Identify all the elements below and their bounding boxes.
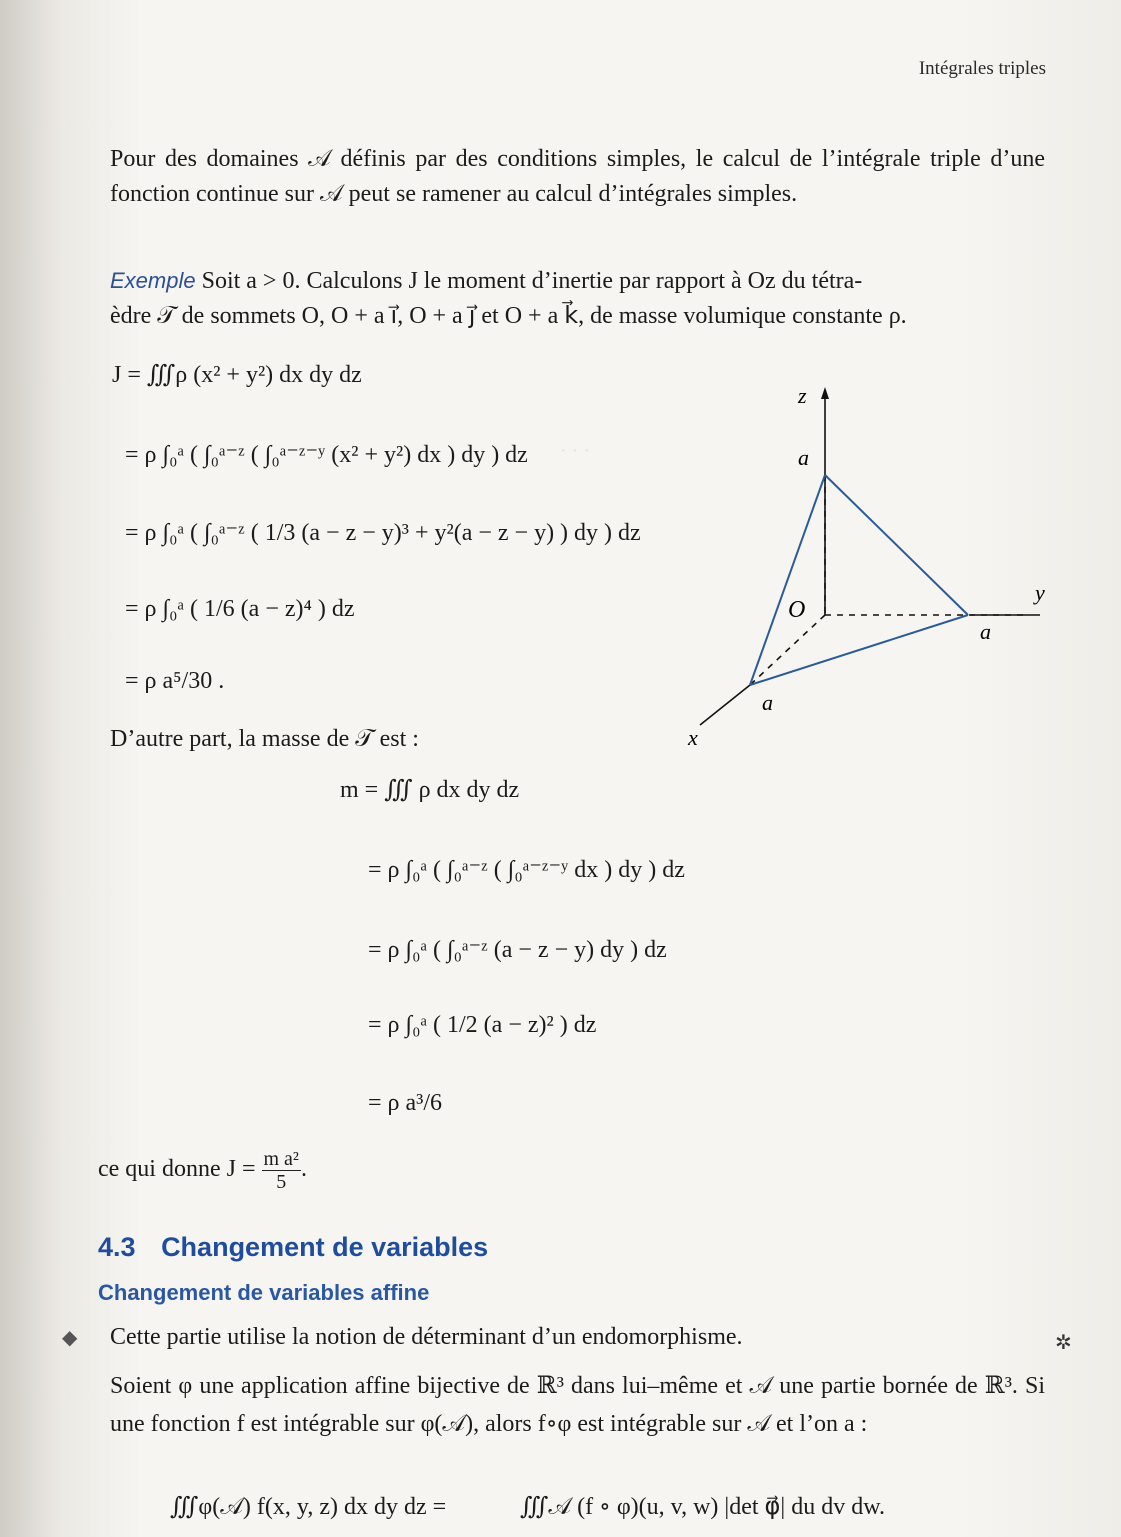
hidden-edge-x [750,615,825,685]
mass-step-3: = ρ ∫₀ᵃ ( ∫₀ᵃ⁻ᶻ (a − z − y) dy ) dz [368,937,667,963]
inertia-step-3: = ρ ∫₀ᵃ ( ∫₀ᵃ⁻ᶻ ( 1/3 (a − z − y)³ + y²(a − z − y) ) dy ) dz [125,520,641,546]
example-text-line1: Soit a > 0. Calculons J le moment d’inertie par rapport à Oz du tétra- [201,268,863,294]
mass-step-2: = ρ ∫₀ᵃ ( ∫₀ᵃ⁻ᶻ ( ∫₀ᵃ⁻ᶻ⁻ʸ dx ) dy ) dz [368,857,685,883]
conclusion-numerator: m a² [263,1148,299,1170]
edge-a-z-to-a-x [750,475,825,685]
section-number: 4.3 [98,1232,136,1262]
final-formula-right: ∭𝒜 (f ∘ φ)(u, v, w) |det φ⃗| du dv dw. [520,1494,885,1520]
example-label: Exemple [110,268,196,293]
conclusion-prefix: ce qui donne J = [98,1156,256,1183]
axis-label-x: x [688,725,698,750]
edge-a-x-to-a-y [750,615,968,685]
tetrahedron-diagram [680,385,1060,755]
vertex-label-ay: a [980,619,991,644]
conclusion-denominator: 5 [276,1171,287,1193]
subsection-title: Changement de variables affine [98,1280,430,1305]
vertex-label-ax: a [762,690,773,715]
final-formula-left: ∭φ(𝒜) f(x, y, z) dx dy dz = [170,1494,447,1520]
note-paragraph: Cette partie utilise la notion de déterminant d’un endomorphisme. [110,1324,743,1350]
running-head: Intégrales triples [918,58,1046,79]
conclusion-fraction [262,1148,301,1193]
mass-step-1: m = ∭ ρ dx dy dz [340,777,520,803]
edge-a-z-to-a-y [825,475,968,615]
inertia-step-2: = ρ ∫₀ᵃ ( ∫₀ᵃ⁻ᶻ ( ∫₀ᵃ⁻ᶻ⁻ʸ (x² + y²) dx ) dy ) dz [125,442,528,468]
section-heading [98,1232,488,1263]
axis-label-y: y [1035,580,1045,605]
conclusion-suffix: . [300,1156,307,1183]
origin-label: O [788,597,806,623]
section-title: Changement de variables [161,1232,489,1262]
x-axis [700,685,750,725]
conclusion [98,1148,307,1193]
vertex-label-az: a [798,445,809,470]
inertia-step-5: = ρ a⁵/30 . [125,668,225,694]
axis-label-z: z [798,385,807,408]
mass-step-4: = ρ ∫₀ᵃ ( 1/2 (a − z)² ) dz [368,1012,597,1038]
example-paragraph [110,263,1045,334]
inertia-step-1: J = ∭ρ (x² + y²) dx dy dz [112,362,362,388]
example-text-line2: èdre 𝒯 de sommets O, O + a i⃗, O + a j⃗ et O + a k⃗, de masse volumique constante ρ. [110,303,907,329]
z-axis-arrow [821,387,829,399]
theorem-paragraph: Soient φ une application affine bijective de ℝ³ dans lui–même et 𝒜 une partie bornée de ℝ³. Si une fonction f est intégrable sur φ(𝒜), alors f∘φ est intégrable sur 𝒜 et l’on a : [110,1373,1045,1437]
bleed-through-text: · · · [560,440,590,462]
asterisk-margin-icon: ✲ [1055,1332,1072,1354]
intro-paragraph: Pour des domaines 𝒜 définis par des conditions simples, le calcul de l’intégrale triple d’une fonction continue sur 𝒜 peut se ramener au calcul d’intégrales simples. [110,146,1045,207]
inertia-step-4: = ρ ∫₀ᵃ ( 1/6 (a − z)⁴ ) dz [125,596,355,622]
mass-step-5: = ρ a³/6 [368,1090,443,1116]
mass-intro: D’autre part, la masse de 𝒯 est : [110,726,419,752]
margin-marker-icon: ◆ [62,1327,78,1349]
